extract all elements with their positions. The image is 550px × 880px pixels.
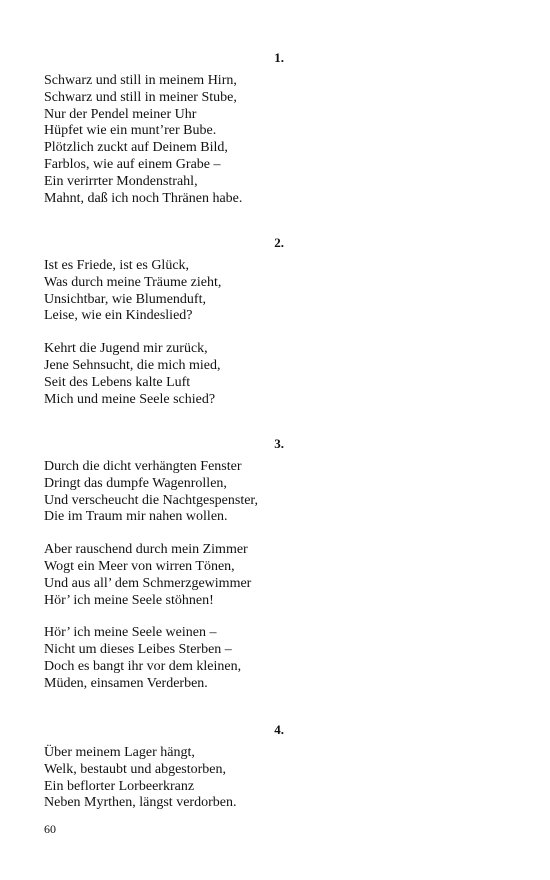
verse-line: Jene Sehnsucht, die mich mied,	[44, 357, 221, 373]
verse-line: Über meinem Lager hängt,	[44, 745, 195, 760]
stanza	[44, 459, 284, 526]
verse-line: Nur der Pendel meiner Uhr	[44, 106, 197, 122]
verse-line: Doch es bangt ihr vor dem kleinen,	[44, 658, 242, 674]
verse-line: Mahnt, daß ich noch Thränen habe.	[44, 190, 243, 206]
stanza	[44, 73, 284, 207]
verse-line: Plötzlich zuckt auf Deinem Bild,	[44, 140, 228, 156]
verse-line: Leise, wie ein Kindeslied?	[44, 308, 193, 324]
verse-line: Welk, bestaubt und abgestorben,	[44, 761, 226, 777]
verse-line: Durch die dicht verhängten Fenster	[44, 459, 242, 474]
verse-line: Neben Myrthen, längst verdorben.	[44, 795, 237, 811]
verse-line: Ist es Friede, ist es Glück,	[44, 258, 190, 273]
verse-line: Seit des Lebens kalte Luft	[44, 374, 191, 390]
verse-line: Dringt das dumpfe Wagenrollen,	[44, 475, 227, 491]
poem-number: 2.	[274, 235, 284, 250]
poem-2	[44, 235, 284, 408]
stanza	[44, 745, 284, 812]
poem-4	[44, 722, 284, 812]
stanza	[44, 258, 284, 325]
stanza	[44, 625, 284, 692]
verse-line: Farblos, wie auf einem Grabe –	[44, 156, 221, 172]
verse-line: Mich und meine Seele schied?	[44, 391, 216, 407]
verse-line: Und aus all’ dem Schmerzgewimmer	[44, 575, 252, 591]
verse-line: Nicht um dieses Leibes Sterben –	[44, 642, 232, 658]
verse-line: Müden, einsamen Verderben.	[44, 675, 208, 691]
poem-number: 4.	[274, 722, 284, 737]
verse-line: Ein beflorter Lorbeerkranz	[44, 778, 195, 794]
verse-line: Schwarz und still in meiner Stube,	[44, 89, 237, 105]
verse-line: Hör’ ich meine Seele weinen –	[44, 625, 217, 641]
poem-3	[44, 436, 284, 693]
verse-line: Die im Traum mir nahen wollen.	[44, 509, 228, 525]
stanza	[44, 542, 284, 609]
verse-line: Wogt ein Meer von wirren Tönen,	[44, 558, 235, 574]
verse-line: Und verscheucht die Nachtgespenster,	[44, 492, 259, 508]
verse-line: Unsichtbar, wie Blumenduft,	[44, 291, 206, 307]
verse-line: Hüpfet wie ein munt’rer Bube.	[44, 123, 217, 139]
verse-line: Schwarz und still in meinem Hirn,	[44, 73, 237, 88]
verse-line: Was durch meine Träume zieht,	[44, 274, 222, 290]
stanza	[44, 341, 284, 408]
verse-line: Hör’ ich meine Seele stöhnen!	[44, 592, 214, 608]
poem-number: 1.	[274, 50, 284, 65]
verse-line: Ein verirrter Mondenstrahl,	[44, 173, 198, 189]
page-number: 60	[44, 822, 56, 836]
poem-number: 3.	[274, 436, 284, 451]
verse-line: Kehrt die Jugend mir zurück,	[44, 341, 208, 357]
poem-1	[44, 50, 284, 207]
verse-line: Aber rauschend durch mein Zimmer	[44, 542, 248, 558]
